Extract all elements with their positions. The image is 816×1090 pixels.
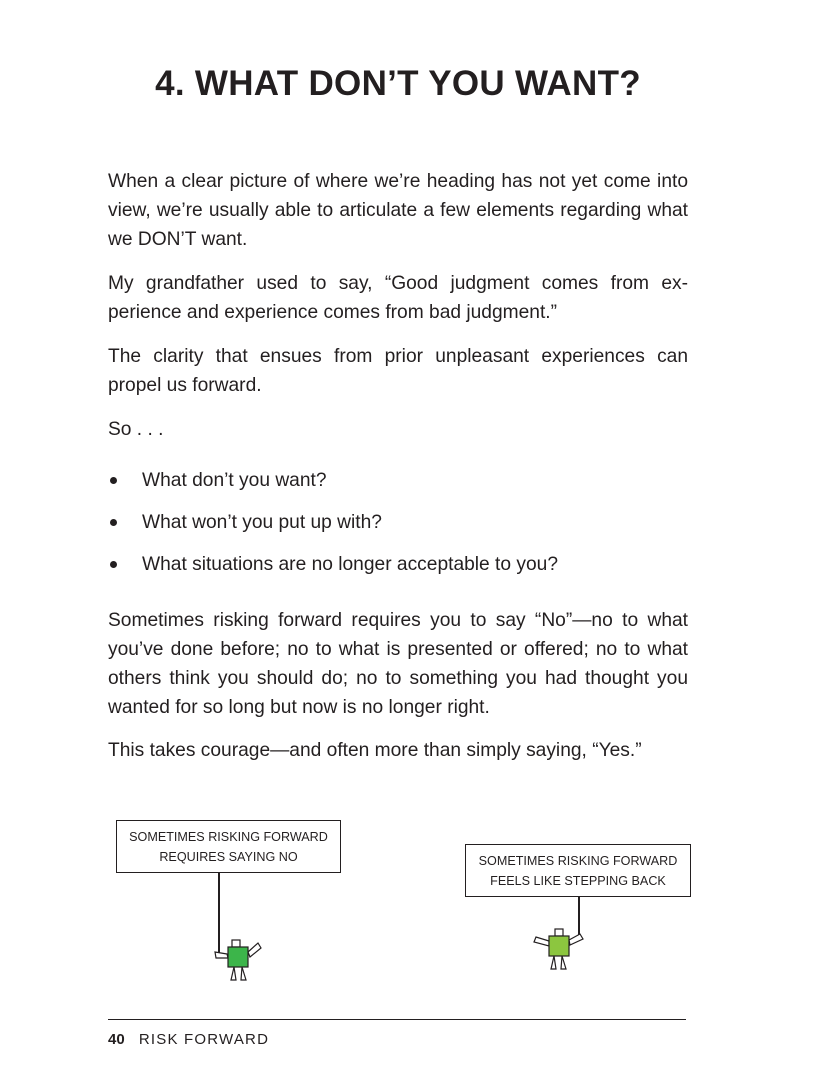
robot-figure-icon	[525, 896, 595, 978]
list-item-text: What situations are no longer acceptable to you?	[142, 554, 558, 575]
page-footer	[108, 1031, 269, 1049]
robot-figure-icon	[200, 872, 270, 984]
list-item	[108, 466, 688, 508]
sign-line: FEELS LIKE STEPPING BACK	[490, 874, 666, 888]
sign-line: SOMETIMES RISKING FORWARD	[129, 830, 328, 844]
running-title: RISK FORWARD	[138, 1031, 270, 1048]
list-item-text: What don’t you want?	[142, 470, 327, 491]
paragraph-4: Sometimes risking forward requires you to say “No”—no to what you’ve done before; no to what is presented or offered; no to what others think you should do; no to something you had thought you wanted for so long but now is no longer right.	[108, 610, 688, 718]
sign-requires-saying-no	[116, 820, 341, 873]
paragraph-2: My grandfather used to say, “Good judgment comes from experience and experience comes from bad judgment.”	[108, 273, 688, 323]
sign-line: SOMETIMES RISKING FORWARD	[478, 854, 678, 868]
sign-feels-like-stepping-back	[465, 844, 691, 897]
paragraph-so: So . . .	[108, 419, 164, 440]
paragraph-3: The clarity that ensues from prior unpleasant experiences can propel us forward.	[108, 346, 688, 396]
list-item	[108, 550, 688, 592]
bullet-icon	[110, 519, 117, 526]
sign-line: REQUIRES SAYING NO	[159, 850, 298, 864]
list-item	[108, 508, 688, 550]
page-number: 40	[108, 1031, 125, 1048]
paragraph-5: This takes courage—and often more than simply saying, “Yes.”	[108, 740, 642, 761]
list-item-text: What won’t you put up with?	[142, 512, 382, 533]
chapter-title: 4. WHAT DON’T YOU WANT?	[155, 64, 641, 103]
bullet-icon	[110, 477, 117, 484]
bullet-icon	[110, 561, 117, 568]
footer-divider	[108, 1019, 686, 1020]
question-list	[108, 466, 688, 592]
paragraph-1: When a clear picture of where we’re heading has not yet come into view, we’re usually able to articulate a few elements regarding what we DON’T want.	[108, 171, 688, 250]
